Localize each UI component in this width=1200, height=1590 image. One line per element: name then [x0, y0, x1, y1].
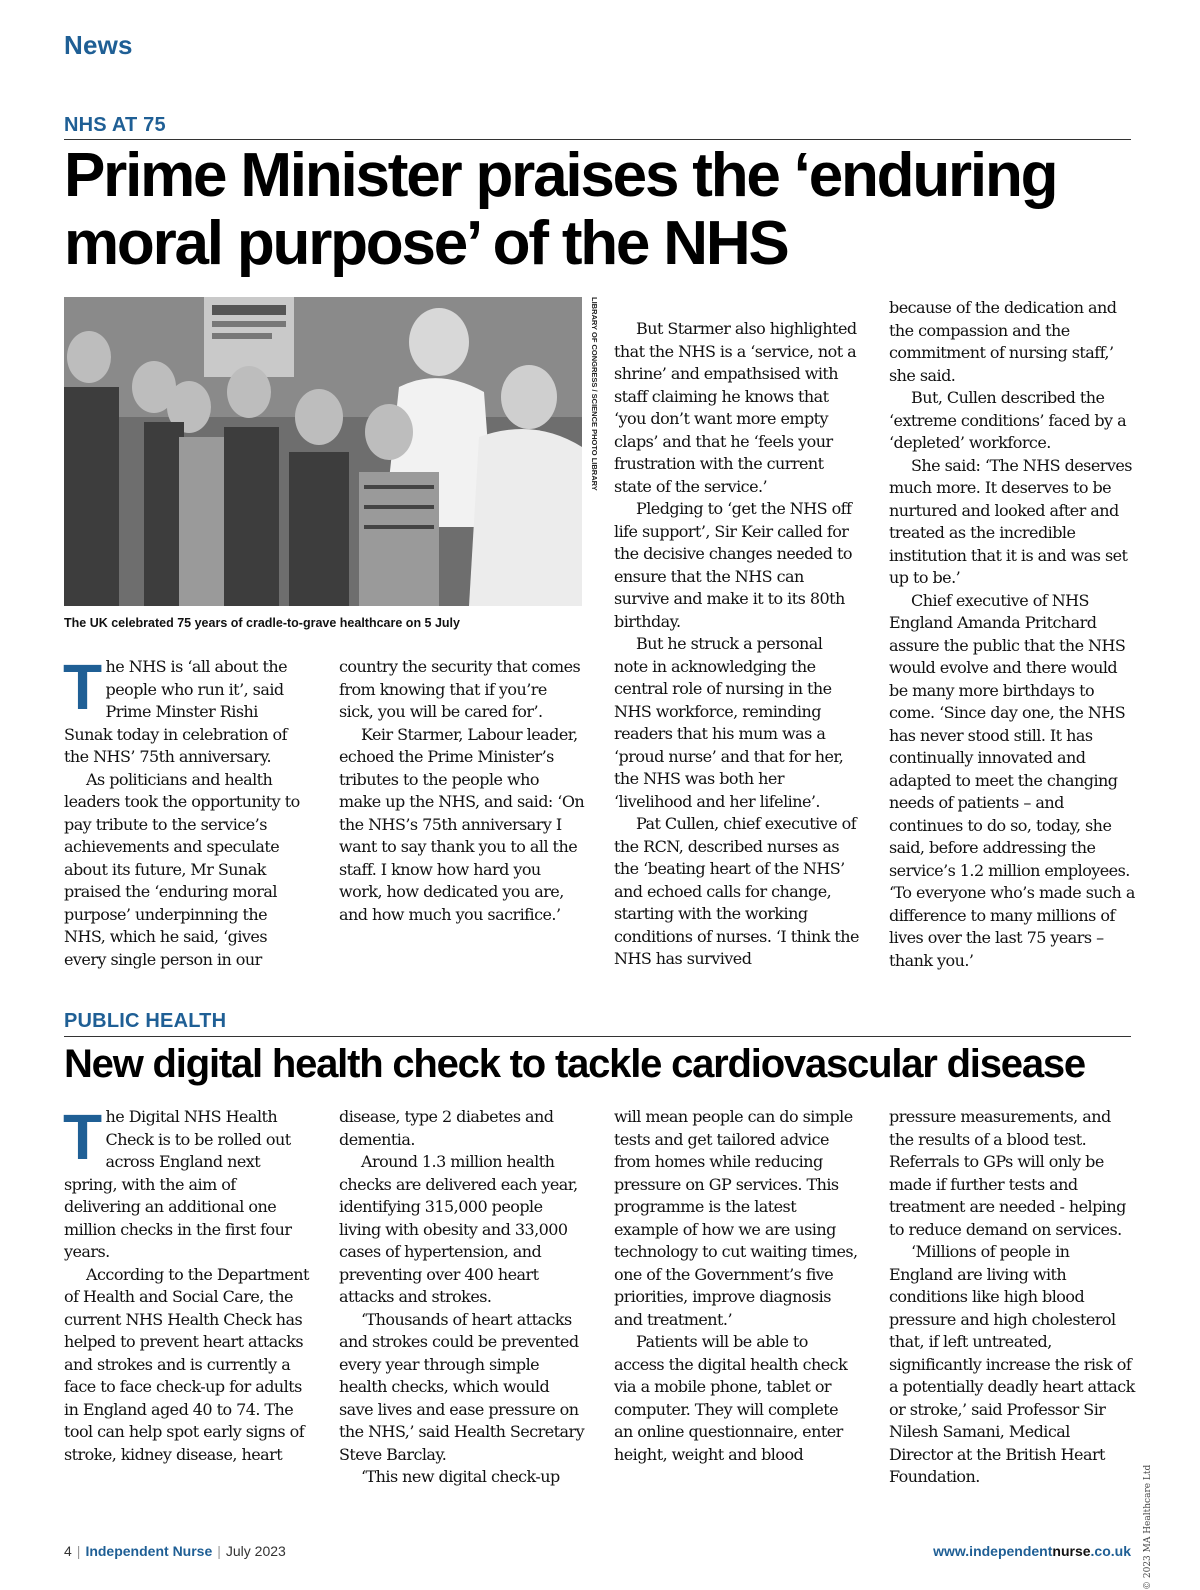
article1-column-2: [339, 656, 585, 926]
body-paragraph: But he struck a personal note in acknowledging the central role of nursing in the NHS workforce, reminding readers that his mum was a ‘proud nurse’ and that for her, the NHS was both her ‘livelihood and her lifeline’.: [614, 634, 844, 811]
article2-dropcap: T: [63, 1101, 102, 1173]
article1-dropcap: T: [63, 651, 102, 723]
article2-column-3: [614, 1106, 860, 1466]
body-paragraph: As politicians and health leaders took the opportunity to pay tribute to the service’s achievements and speculate about its future, Mr Sunak praised the ‘enduring moral purpose’ underpinning the NHS, which he said, ‘gives every single person in our: [64, 769, 300, 969]
page-number: 4: [64, 1543, 72, 1559]
body-paragraph: But Starmer also highlighted that the NHS is a ‘service, not a shrine’ and empathsised with staff claiming he knows that ‘you don’t want more empty claps’ and that he ‘feels your frustration with the current state of the service.’: [614, 319, 857, 496]
article2-column-1: [63, 1101, 310, 1466]
article2-kicker: PUBLIC HEALTH: [64, 1010, 227, 1032]
body-paragraph: Around 1.3 million health checks are delivered each year, identifying 315,000 people living with obesity and 33,000 cases of hypertension, and preventing over 400 heart attacks and strokes.: [339, 1152, 578, 1306]
article2-column-4: [889, 1106, 1135, 1489]
body-paragraph: But, Cullen described the ‘extreme conditions’ faced by a ‘depleted’ workforce.: [889, 388, 1127, 452]
body-paragraph: Keir Starmer, Labour leader, echoed the Prime Minister’s tributes to the people who make up the NHS, and said: ‘On the NHS’s 75th anniversary I want to say thank you to all the staff. I know how hard you work, how dedicated you are, and how much you sacrifice.’: [339, 724, 585, 924]
archive-photo: [64, 297, 582, 606]
body-paragraph: country the security that comes from knowing that if you’re sick, you will be cared for’.: [339, 657, 581, 721]
article1-kicker: NHS AT 75: [64, 114, 166, 136]
body-paragraph: he Digital NHS Health Check is to be rolled out across England next spring, with the aim of delivering an additional one million checks in the first four years.: [64, 1107, 292, 1261]
article1-column-1: [63, 651, 310, 971]
body-paragraph: because of the dedication and the compassion and the commitment of nursing staff,’ she said.: [889, 298, 1117, 385]
article2-rule: [64, 1036, 1131, 1037]
body-paragraph: ‘Millions of people in England are living with conditions like high blood pressure and high cholesterol that, if left untreated, significantly increase the risk of a potentially deadly heart attack or stroke,’ said Professor Sir Nilesh Samani, Medical Director at the British Heart Foundation.: [889, 1242, 1135, 1486]
body-paragraph: Pat Cullen, chief executive of the RCN, described nurses as the ‘beating heart of the NHS’ and echoed calls for change, starting with the working conditions of nurses. ‘I think the NHS has survived: [614, 814, 859, 968]
body-paragraph: ‘Thousands of heart attacks and strokes could be prevented every year through simple health checks, which would save lives and ease pressure on the NHS,’ said Health Secretary Steve Barclay.: [339, 1309, 585, 1464]
photo-credit: LIBRARY OF CONGRESS / SCIENCE PHOTO LIBRARY: [590, 297, 599, 491]
photo-caption: The UK celebrated 75 years of cradle-to-grave healthcare on 5 July: [64, 616, 460, 630]
article2-column-2: [339, 1106, 585, 1489]
body-paragraph: Pledging to ‘get the NHS off life support’, Sir Keir called for the decisive changes needed to ensure that the NHS can survive and make it to its 80th birthday.: [614, 499, 852, 631]
website-link[interactable]: www.independentnurse.co.uk: [933, 1543, 1131, 1559]
body-paragraph: he NHS is ‘all about the people who run it’, said Prime Minster Rishi Sunak today in celebration of the NHS’ 75th anniversary.: [64, 657, 288, 766]
children-vaccination-photo: [64, 297, 582, 606]
issue-date: July 2023: [225, 1543, 286, 1559]
headline-line1: Prime Minister praises the ‘enduring: [64, 141, 1057, 210]
brand-name: Independent Nurse: [85, 1543, 213, 1559]
body-paragraph: ‘This new digital check-up: [361, 1467, 560, 1486]
section-label: News: [64, 30, 133, 60]
article1-rule: [64, 139, 1131, 140]
body-paragraph: Patients will be able to access the digital health check via a mobile phone, tablet or computer. They will complete an online questionnaire, enter height, weight and blood: [614, 1332, 848, 1464]
article1-column-3: [614, 318, 860, 971]
body-paragraph: disease, type 2 diabetes and dementia.: [339, 1107, 554, 1149]
body-paragraph: will mean people can do simple tests and get tailored advice from homes while reducing pressure on GP services. This programme is the latest example of how we are using technology to cut waiting times, one of the Government’s five priorities, improve diagnosis and treatment.’: [614, 1107, 858, 1329]
article1-column-4: [889, 297, 1135, 972]
footer-left: 4 | Independent Nurse | July 2023: [64, 1543, 286, 1559]
headline-line2: moral purpose’ of the NHS: [64, 209, 788, 278]
article2-headline: New digital health check to tackle cardiovascular disease: [64, 1042, 1085, 1086]
body-paragraph: pressure measurements, and the results of a blood test. Referrals to GPs will only be made if further tests and treatment are needed - helping to reduce demand on services.: [889, 1107, 1126, 1239]
body-paragraph: She said: ‘The NHS deserves much more. It deserves to be nurtured and looked after and treated as the incredible institution that it is and was set up to be.’: [889, 455, 1132, 587]
article1-headline: [64, 142, 1144, 278]
body-paragraph: Chief executive of NHS England Amanda Pritchard assure the public that the NHS would evolve and there would be many more birthdays to come. ‘Since day one, the NHS has never stood still. It has continually innovated and adapted to meet the changing needs of patients – and continues to do so, today, she said, before addressing the service’s 1.2 million employees. ‘To everyone who’s made such a difference to many millions of lives over the last 75 years – thank you.’: [889, 590, 1135, 970]
copyright-notice: © 2023 MA Healthcare Ltd: [1143, 1464, 1153, 1590]
body-paragraph: According to the Department of Health and Social Care, the current NHS Health Check has helped to prevent heart attacks and strokes and is currently a face to face check-up for adults in England aged 40 to 74. The tool can help spot early signs of stroke, kidney disease, heart: [64, 1264, 309, 1464]
